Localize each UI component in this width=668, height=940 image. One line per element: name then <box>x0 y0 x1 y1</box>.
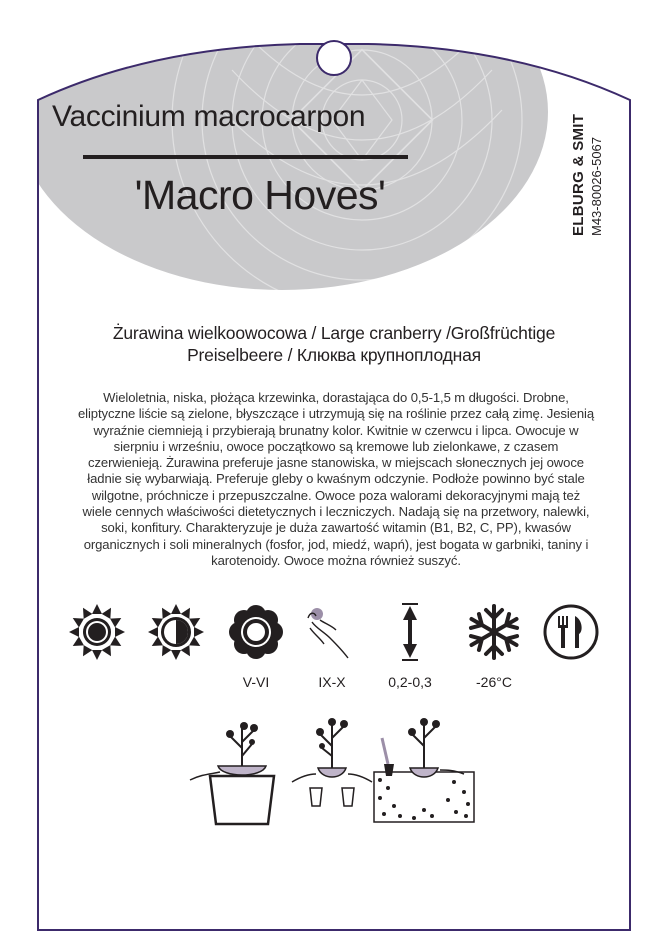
description: Wieloletnia, niska, płożąca krzewinka, dorastająca do 0,5-1,5 m długości. Drobne, eliptyczne liście są zielone, błyszczące i utrzymują się na roślinie przez całą zimę. Jesienią wyraźnie ciemnieją i przybierają brunatny kolor. Kwitnie w czerwcu i lipca. Owocuje w sierpniu i wrześniu, owoce początkowo są kremowe lub zielonkawe, z czasem czerwienieją. Żurawina preferuje jasne stanowiska, w miejscach słonecznych jej owoce ładnie się wybarwiają. Preferuje gleby o kwaśnym odczynie. Podłoże powinno być stale wilgotne, próchnicze i przepuszczalne. Owoce poza walorami dekoracyjnymi mają też wiele cennych właściwości dietetycznych i leczniczych. Nadają się na przetwory, nalewki, soki, konfitury. Charakteryzuje je duża zawartość witamin (B1, B2, C, PP), kwasów organicznych i soli mineralnych (fosfor, jod, miedź, wapń), jest bogata w garbniki, taniny i karotenoidy. Owoce można również suszyć. <box>77 390 595 568</box>
gray-arc-background <box>16 0 548 290</box>
planting-step-3 <box>374 718 474 822</box>
flowering-period-value: V-VI <box>242 674 270 690</box>
cultivar-name: 'Macro Hoves' <box>134 172 386 218</box>
planting-step-2 <box>292 718 372 806</box>
planting-step-1 <box>190 722 274 824</box>
product-code: M43-80026-5067 <box>589 136 604 236</box>
flower-icon <box>229 605 283 659</box>
frost-hardiness-value: -26°C <box>476 674 512 690</box>
latin-name: Vaccinium macrocarpon <box>52 100 366 133</box>
common-names <box>60 322 608 366</box>
title-divider <box>83 155 408 159</box>
brand-block <box>570 114 605 236</box>
full-sun-icon <box>69 604 125 660</box>
planting-illustration <box>190 718 474 824</box>
harvest-hand-icon <box>308 608 348 658</box>
edible-cutlery-icon <box>545 606 597 658</box>
partial-shade-icon <box>148 604 204 660</box>
common-names-line-2: Preiselbeere / Клюква крупноплодная <box>187 345 481 365</box>
height-value: 0,2-0,3 <box>388 674 432 690</box>
frost-snowflake-icon <box>467 606 520 658</box>
hanging-hole <box>317 41 351 75</box>
height-arrow-icon <box>402 603 418 661</box>
brand-name: ELBURG & SMIT <box>570 113 587 236</box>
harvest-period-value: IX-X <box>318 674 346 690</box>
common-names-line-1: Żurawina wielkoowocowa / Large cranberry /Großfrüchtige <box>112 323 556 343</box>
